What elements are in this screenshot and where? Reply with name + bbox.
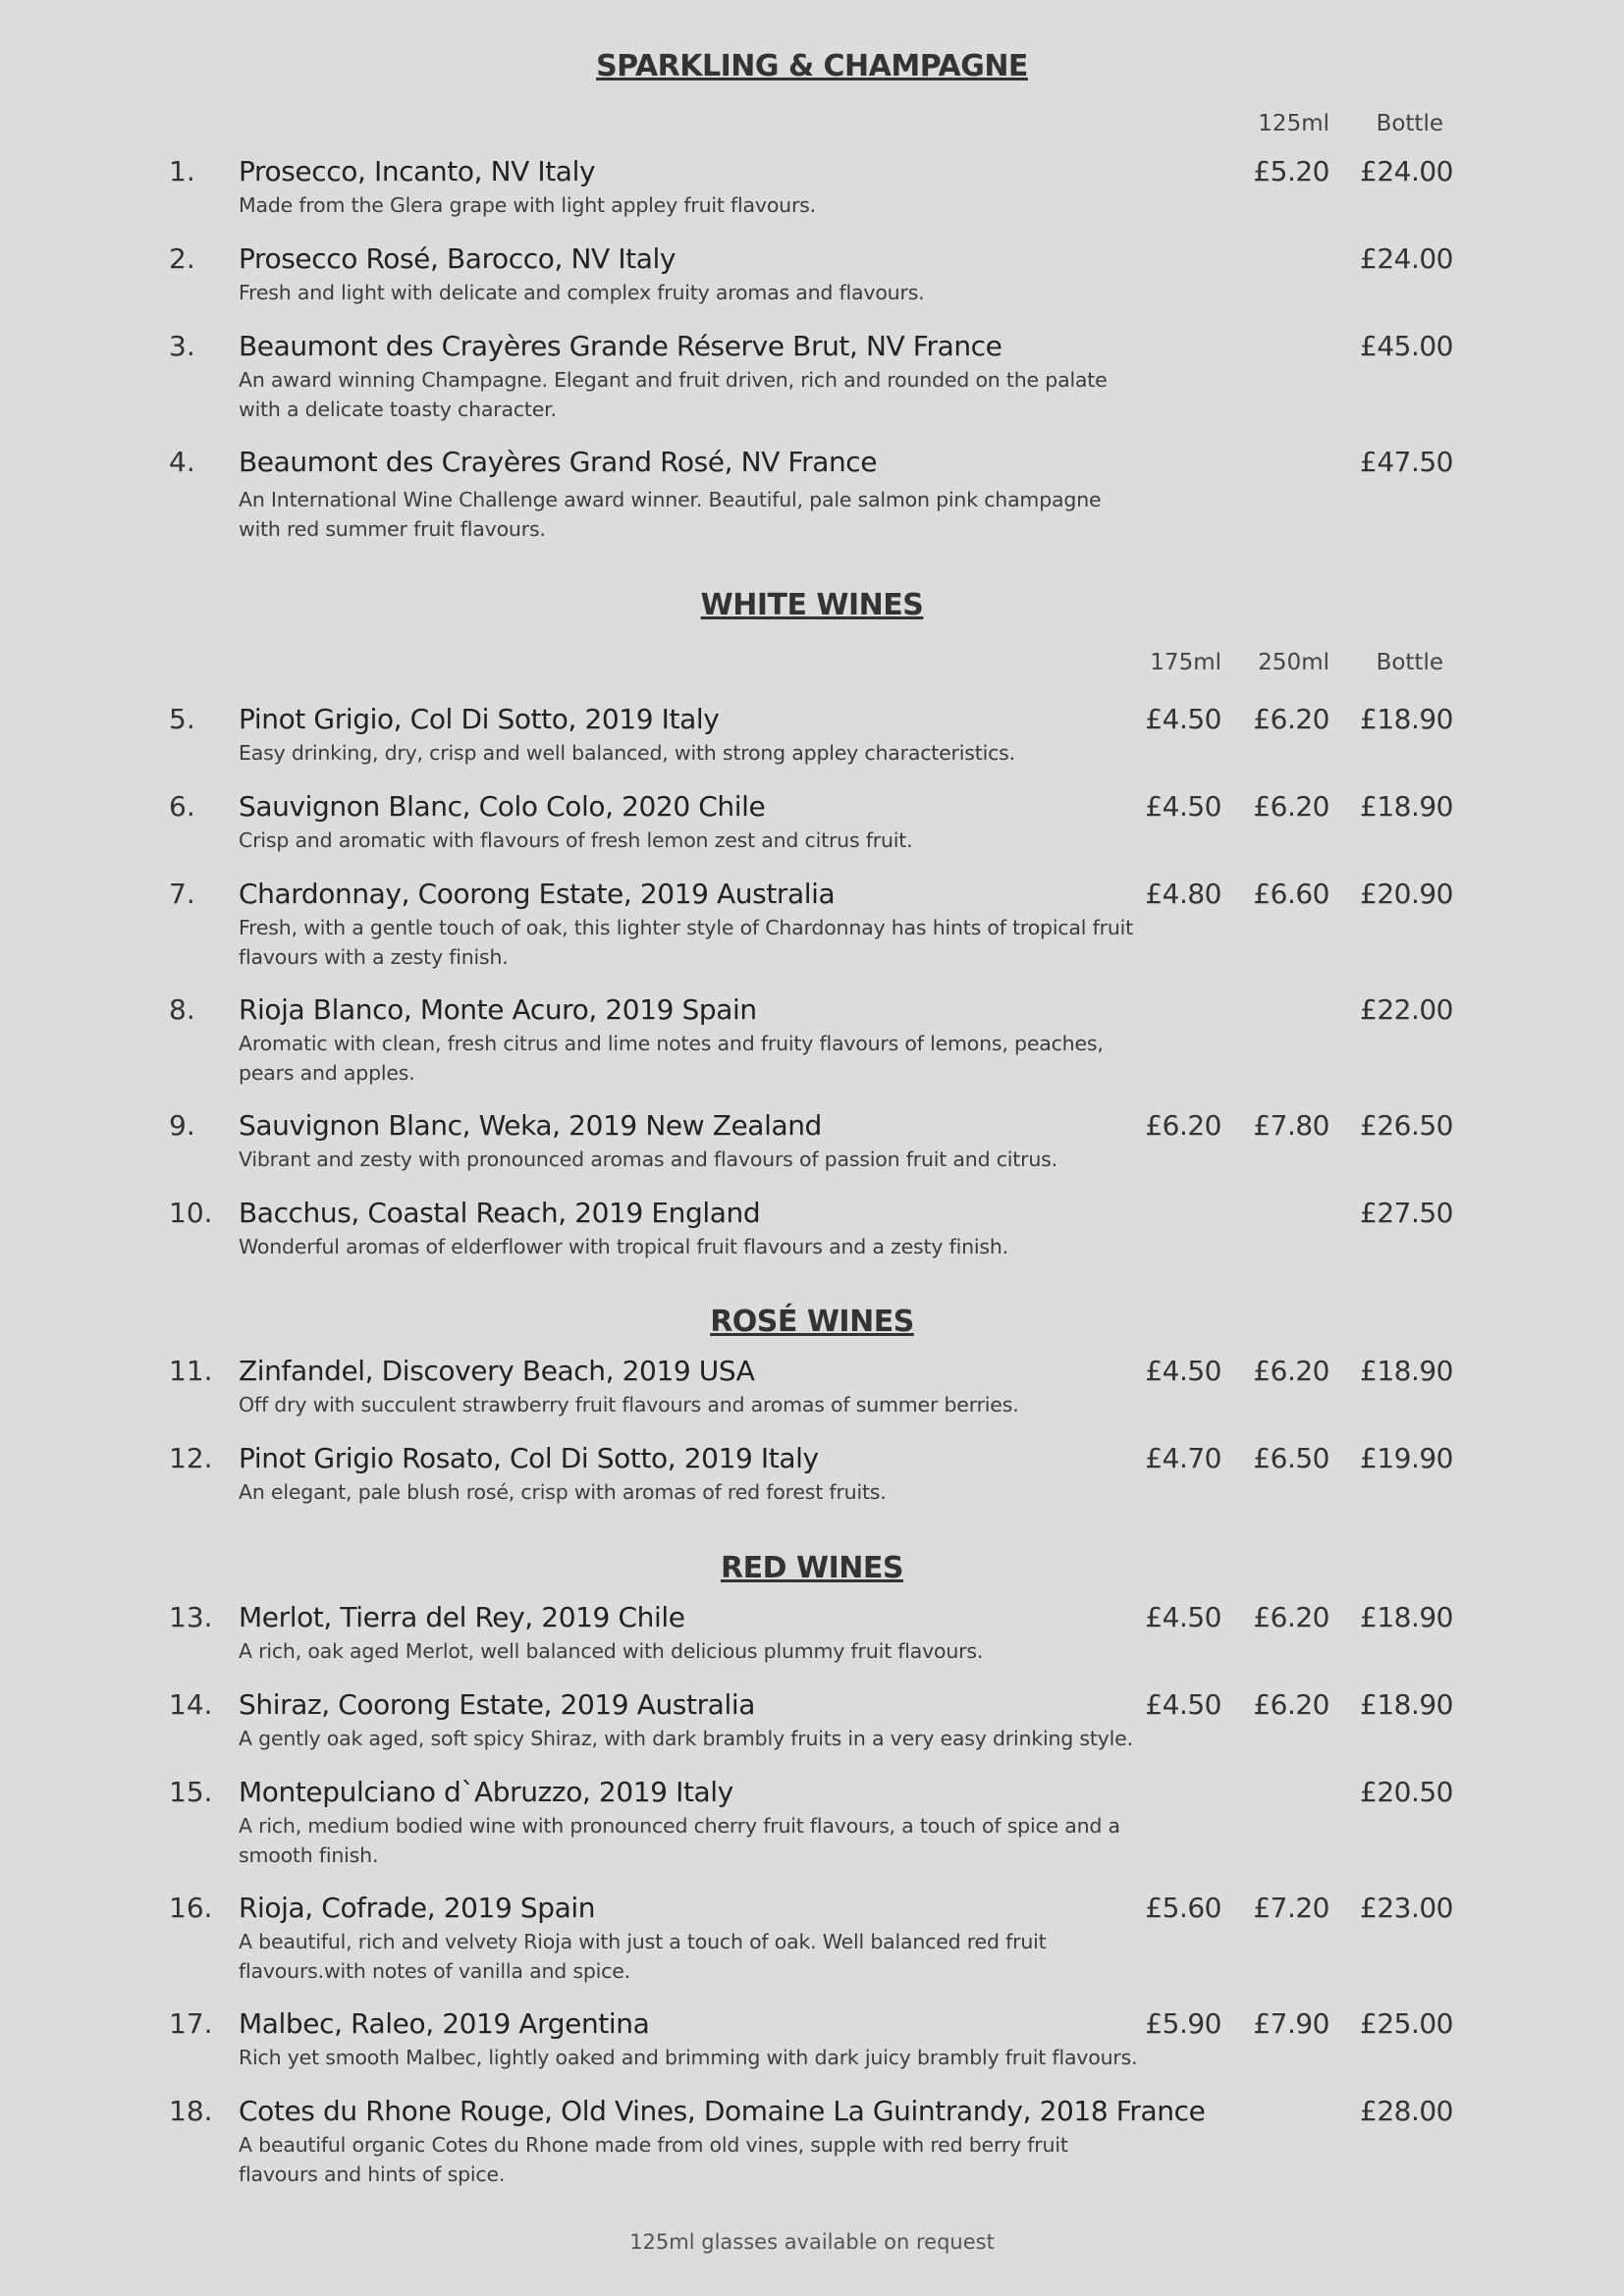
price-250ml: £6.50 bbox=[1253, 1442, 1329, 1474]
item-number: 5. bbox=[169, 703, 195, 735]
item-number: 4. bbox=[169, 446, 195, 478]
item-number: 16. bbox=[169, 1892, 213, 1924]
price-175ml: £5.60 bbox=[1145, 1892, 1221, 1924]
price-bottle: £47.50 bbox=[1360, 446, 1453, 478]
price-175ml: £6.20 bbox=[1145, 1109, 1221, 1142]
item-number: 10. bbox=[169, 1197, 213, 1229]
item-number: 6. bbox=[169, 790, 195, 823]
item-number: 15. bbox=[169, 1776, 213, 1808]
price-bottle: £18.90 bbox=[1360, 1601, 1453, 1633]
price-bottle: £26.50 bbox=[1360, 1109, 1453, 1142]
item-description: A beautiful organic Cotes du Rhone made from old vines, supple with red berry fruit flavours and hints of spice. bbox=[239, 2133, 1068, 2186]
column-header-250ml: 250ml bbox=[1258, 650, 1329, 675]
item-number: 9. bbox=[169, 1109, 195, 1142]
item-name: Sauvignon Blanc, Weka, 2019 New Zealand bbox=[239, 1109, 822, 1142]
item-number: 11. bbox=[169, 1355, 213, 1387]
item-description: Made from the Glera grape with light appley fruit flavours. bbox=[239, 193, 816, 217]
item-description: Fresh and light with delicate and complex fruity aromas and flavours. bbox=[239, 281, 925, 304]
item-name: Beaumont des Crayères Grand Rosé, NV France bbox=[239, 446, 878, 478]
item-number: 2. bbox=[169, 242, 195, 275]
price-250ml: £6.20 bbox=[1253, 790, 1329, 823]
item-description: Crisp and aromatic with flavours of fresh lemon zest and citrus fruit. bbox=[239, 828, 913, 852]
item-description: A rich, oak aged Merlot, well balanced with delicious plummy fruit flavours. bbox=[239, 1639, 984, 1663]
price-250ml: £7.90 bbox=[1253, 2007, 1329, 2040]
price-125ml: £5.20 bbox=[1253, 155, 1329, 187]
item-description: Easy drinking, dry, crisp and well balanced, with strong appley characteristics. bbox=[239, 741, 1015, 765]
price-250ml: £7.80 bbox=[1253, 1109, 1329, 1142]
item-number: 3. bbox=[169, 330, 195, 362]
item-number: 17. bbox=[169, 2007, 213, 2040]
item-description: A beautiful, rich and velvety Rioja with just a touch of oak. Well balanced red fruit flavours.with notes of vanilla and spice. bbox=[239, 1930, 1047, 1983]
section-title-white: WHITE WINES bbox=[700, 588, 924, 622]
price-bottle: £25.00 bbox=[1360, 2007, 1453, 2040]
item-name: Prosecco, Incanto, NV Italy bbox=[239, 155, 596, 187]
price-bottle: £18.90 bbox=[1360, 703, 1453, 735]
item-description: A gently oak aged, soft spicy Shiraz, with dark brambly fruits in a very easy drinking style. bbox=[239, 1727, 1133, 1750]
price-175ml: £4.70 bbox=[1145, 1442, 1221, 1474]
price-175ml: £4.50 bbox=[1145, 790, 1221, 823]
price-250ml: £6.60 bbox=[1253, 878, 1329, 910]
price-250ml: £6.20 bbox=[1253, 1601, 1329, 1633]
item-name: Cotes du Rhone Rouge, Old Vines, Domaine La Guintrandy, 2018 France bbox=[239, 2095, 1206, 2127]
price-bottle: £45.00 bbox=[1360, 330, 1453, 362]
price-bottle: £24.00 bbox=[1360, 242, 1453, 275]
item-number: 1. bbox=[169, 155, 195, 187]
item-name: Montepulciano d`Abruzzo, 2019 Italy bbox=[239, 1776, 733, 1808]
price-250ml: £6.20 bbox=[1253, 703, 1329, 735]
item-number: 14. bbox=[169, 1688, 213, 1721]
price-bottle: £19.90 bbox=[1360, 1442, 1453, 1474]
price-250ml: £6.20 bbox=[1253, 1355, 1329, 1387]
item-number: 18. bbox=[169, 2095, 213, 2127]
item-description: A rich, medium bodied wine with pronounced cherry fruit flavours, a touch of spice and a smooth finish. bbox=[239, 1814, 1120, 1867]
price-175ml: £4.50 bbox=[1145, 703, 1221, 735]
item-name: Sauvignon Blanc, Colo Colo, 2020 Chile bbox=[239, 790, 766, 823]
price-bottle: £20.50 bbox=[1360, 1776, 1453, 1808]
section-title-red: RED WINES bbox=[721, 1551, 903, 1585]
section-title-rose: ROSÉ WINES bbox=[710, 1305, 914, 1339]
price-175ml: £4.50 bbox=[1145, 1355, 1221, 1387]
item-description: An elegant, pale blush rosé, crisp with aromas of red forest fruits. bbox=[239, 1480, 887, 1504]
item-description: Aromatic with clean, fresh citrus and lime notes and fruity flavours of lemons, peaches, pears and apples. bbox=[239, 1032, 1104, 1085]
price-bottle: £18.90 bbox=[1360, 790, 1453, 823]
item-name: Bacchus, Coastal Reach, 2019 England bbox=[239, 1197, 761, 1229]
item-description: Fresh, with a gentle touch of oak, this lighter style of Chardonnay has hints of tropical fruit flavours with a zesty finish. bbox=[239, 916, 1133, 969]
section-title-sparkling: SPARKLING & CHAMPAGNE bbox=[596, 49, 1028, 83]
column-header-bottle: Bottle bbox=[1376, 111, 1443, 136]
price-bottle: £18.90 bbox=[1360, 1688, 1453, 1721]
price-175ml: £5.90 bbox=[1145, 2007, 1221, 2040]
item-name: Pinot Grigio, Col Di Sotto, 2019 Italy bbox=[239, 703, 720, 735]
item-name: Zinfandel, Discovery Beach, 2019 USA bbox=[239, 1355, 755, 1387]
price-bottle: £18.90 bbox=[1360, 1355, 1453, 1387]
price-250ml: £7.20 bbox=[1253, 1892, 1329, 1924]
price-bottle: £24.00 bbox=[1360, 155, 1453, 187]
item-number: 7. bbox=[169, 878, 195, 910]
item-number: 8. bbox=[169, 993, 195, 1026]
item-name: Rioja, Cofrade, 2019 Spain bbox=[239, 1892, 596, 1924]
item-description: Vibrant and zesty with pronounced aromas and flavours of passion fruit and citrus. bbox=[239, 1148, 1057, 1171]
column-header-125ml: 125ml bbox=[1258, 111, 1329, 136]
price-bottle: £20.90 bbox=[1360, 878, 1453, 910]
item-number: 12. bbox=[169, 1442, 213, 1474]
price-bottle: £22.00 bbox=[1360, 993, 1453, 1026]
item-name: Shiraz, Coorong Estate, 2019 Australia bbox=[239, 1688, 755, 1721]
item-name: Merlot, Tierra del Rey, 2019 Chile bbox=[239, 1601, 685, 1633]
item-description: Off dry with succulent strawberry fruit flavours and aromas of summer berries. bbox=[239, 1393, 1019, 1416]
item-description: Wonderful aromas of elderflower with tropical fruit flavours and a zesty finish. bbox=[239, 1235, 1008, 1258]
price-175ml: £4.50 bbox=[1145, 1688, 1221, 1721]
item-name: Beaumont des Crayères Grande Réserve Brut, NV France bbox=[239, 330, 1002, 362]
price-250ml: £6.20 bbox=[1253, 1688, 1329, 1721]
price-bottle: £23.00 bbox=[1360, 1892, 1453, 1924]
item-description: An International Wine Challenge award winner. Beautiful, pale salmon pink champagne with red summer fruit flavours. bbox=[239, 488, 1102, 541]
price-175ml: £4.50 bbox=[1145, 1601, 1221, 1633]
item-name: Pinot Grigio Rosato, Col Di Sotto, 2019 Italy bbox=[239, 1442, 819, 1474]
column-header-bottle: Bottle bbox=[1376, 650, 1443, 675]
column-header-175ml: 175ml bbox=[1150, 650, 1221, 675]
item-name: Malbec, Raleo, 2019 Argentina bbox=[239, 2007, 650, 2040]
price-bottle: £27.50 bbox=[1360, 1197, 1453, 1229]
footer-note: 125ml glasses available on request bbox=[629, 2230, 995, 2254]
item-name: Chardonnay, Coorong Estate, 2019 Australia bbox=[239, 878, 836, 910]
item-name: Rioja Blanco, Monte Acuro, 2019 Spain bbox=[239, 993, 757, 1026]
item-name: Prosecco Rosé, Barocco, NV Italy bbox=[239, 242, 677, 275]
price-175ml: £4.80 bbox=[1145, 878, 1221, 910]
item-description: Rich yet smooth Malbec, lightly oaked and brimming with dark juicy brambly fruit flavours. bbox=[239, 2046, 1138, 2069]
item-description: An award winning Champagne. Elegant and fruit driven, rich and rounded on the palate with a delicate toasty character. bbox=[239, 368, 1108, 421]
price-bottle: £28.00 bbox=[1360, 2095, 1453, 2127]
item-number: 13. bbox=[169, 1601, 213, 1633]
